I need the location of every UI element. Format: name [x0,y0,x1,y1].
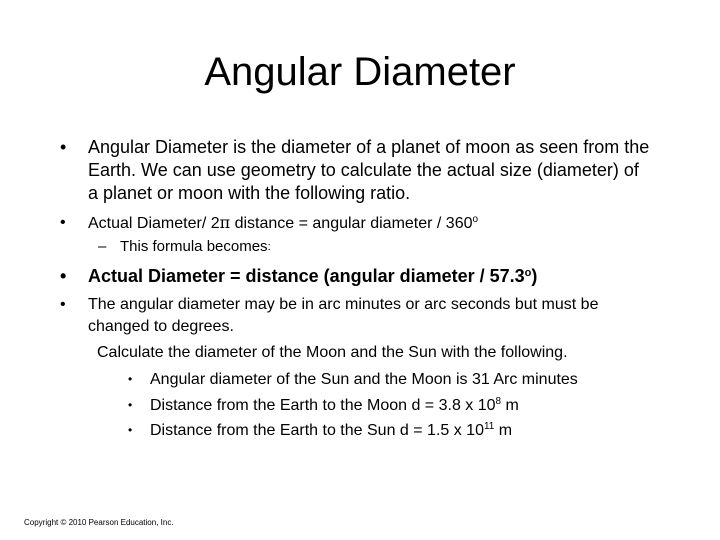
bullet-dot: • [60,296,66,313]
bullet-ratio-text [88,212,660,235]
ratio-prefix: Actual Diameter/ 2 [88,215,220,232]
formula-prefix: Actual Diameter = distance (angular diameter / 57.3 [88,266,525,286]
sub-bullet-text: This formula becomes [120,238,268,255]
ratio-middle: distance = angular diameter / 360 [230,215,473,232]
list-item [128,367,578,393]
list-item-text [150,418,512,444]
list-item-text [150,393,519,419]
sun-distance-text: Distance from the Earth to the Sun d = 1.5 x 10 [150,422,484,439]
bullet-definition [60,136,650,205]
pi-symbol: π [219,213,231,232]
formula-suffix: ) [531,266,538,286]
given-values-list [128,367,578,444]
bullet-dot: • [128,397,133,412]
degree-symbol: o [524,267,532,279]
copyright-footer: Copyright © 2010 Pearson Education, Inc. [24,518,174,527]
exponent: 11 [483,421,495,432]
bullet-ratio [60,212,660,235]
unit: m [501,396,519,414]
bullet-definition-text: Angular Diameter is the diameter of a planet of moon as seen from the Earth. We can use geometry to calculate the actual size (diameter) of a planet or moon with the following ratio. [88,137,650,203]
bullet-dot: • [128,423,133,437]
bullet-dot: • [128,372,133,386]
sub-dash: – [98,238,107,255]
sub-bullet-colon: : [267,241,271,253]
list-item [128,393,578,419]
bullet-dot: • [60,214,66,231]
bullet-dot: • [60,266,67,286]
bullet-units [60,294,660,338]
bullet-formula [60,264,660,288]
bullet-units-text: The angular diameter may be in arc minutes or arc seconds but must be changed to degrees. [88,296,599,335]
slide-title: Angular Diameter [204,50,516,94]
exponent: 8 [495,395,502,407]
bullet-formula-text [88,264,660,288]
moon-distance-text: Distance from the Earth to the Moon d = 3.8 x 10 [150,396,496,414]
sub-bullet-formula [98,237,271,257]
degree-symbol: o [472,214,479,225]
list-item [128,418,578,444]
calculation-instruction: Calculate the diameter of the Moon and the Sun with the following. [97,344,568,361]
bullet-dot: • [60,137,67,157]
unit: m [494,422,513,439]
list-item-text: Angular diameter of the Sun and the Moon is 31 Arc minutes [150,371,578,388]
